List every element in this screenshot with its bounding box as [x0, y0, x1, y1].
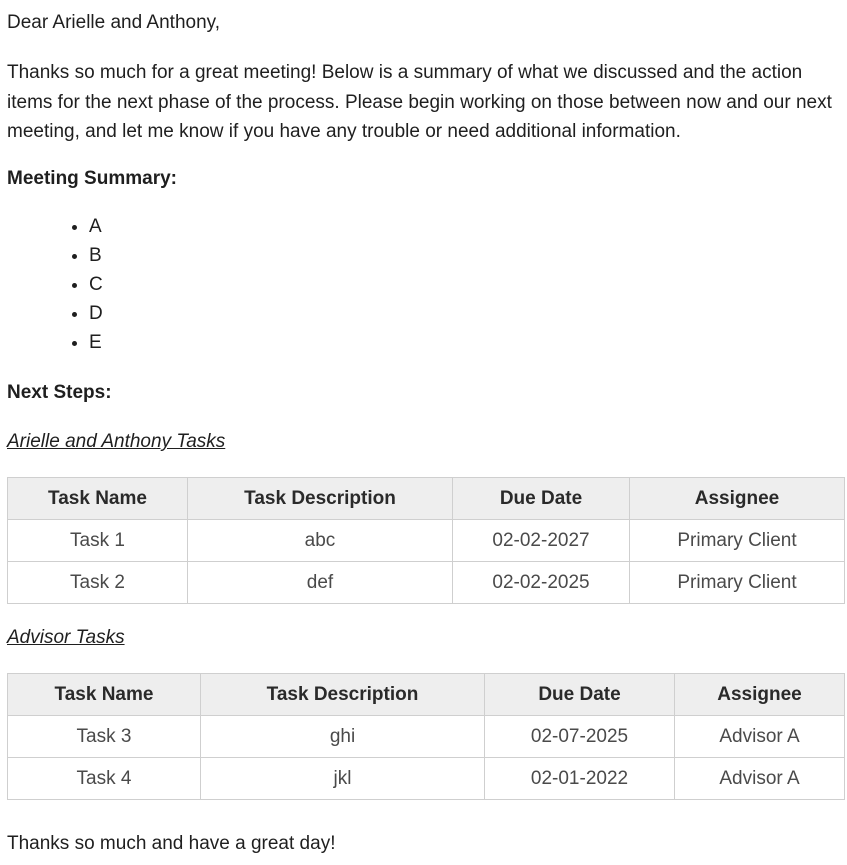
task-description-cell: abc — [188, 520, 453, 562]
list-item: • D — [89, 299, 103, 328]
advisor-tasks-table — [7, 673, 845, 800]
list-item: • E — [89, 328, 103, 357]
column-header-task-description: Task Description — [201, 674, 485, 716]
column-header-due-date: Due Date — [485, 674, 675, 716]
column-header-due-date: Due Date — [453, 478, 630, 520]
table-row — [8, 716, 845, 758]
table-row — [8, 520, 845, 562]
column-header-task-name: Task Name — [8, 674, 201, 716]
due-date-cell: 02-07-2025 — [485, 716, 675, 758]
due-date-cell: 02-01-2022 — [485, 758, 675, 800]
list-item: • B — [89, 241, 103, 270]
column-header-task-name: Task Name — [8, 478, 188, 520]
task-name-cell: Task 2 — [8, 562, 188, 604]
task-name-cell: Task 4 — [8, 758, 201, 800]
intro-paragraph: Thanks so much for a great meeting! Below is a summary of what we discussed and the action items for the next phase of the process. Please begin working on those between now and our next meeting, and let me know if you have any trouble or need additional information. — [7, 62, 832, 142]
greeting: Dear Arielle and Anthony, — [7, 12, 221, 33]
assignee-cell: Advisor A — [675, 758, 845, 800]
table-header-row — [8, 674, 845, 716]
assignee-cell: Advisor A — [675, 716, 845, 758]
table-row — [8, 758, 845, 800]
closing-line: Thanks so much and have a great day! — [7, 833, 336, 854]
assignee-cell: Primary Client — [630, 562, 845, 604]
table-row — [8, 562, 845, 604]
client-tasks-heading: Arielle and Anthony Tasks — [7, 431, 226, 452]
table-header-row — [8, 478, 845, 520]
advisor-tasks-heading: Advisor Tasks — [7, 627, 125, 648]
task-description-cell: jkl — [201, 758, 485, 800]
meeting-summary-list — [7, 212, 103, 357]
client-tasks-table — [7, 477, 845, 604]
task-name-cell: Task 1 — [8, 520, 188, 562]
column-header-assignee: Assignee — [630, 478, 845, 520]
due-date-cell: 02-02-2027 — [453, 520, 630, 562]
column-header-assignee: Assignee — [675, 674, 845, 716]
meeting-summary-heading: Meeting Summary: — [7, 168, 177, 189]
assignee-cell: Primary Client — [630, 520, 845, 562]
task-name-cell: Task 3 — [8, 716, 201, 758]
task-description-cell: ghi — [201, 716, 485, 758]
due-date-cell: 02-02-2025 — [453, 562, 630, 604]
list-item: • A — [89, 212, 103, 241]
list-item: • C — [89, 270, 103, 299]
task-description-cell: def — [188, 562, 453, 604]
next-steps-heading: Next Steps: — [7, 382, 112, 403]
column-header-task-description: Task Description — [188, 478, 453, 520]
